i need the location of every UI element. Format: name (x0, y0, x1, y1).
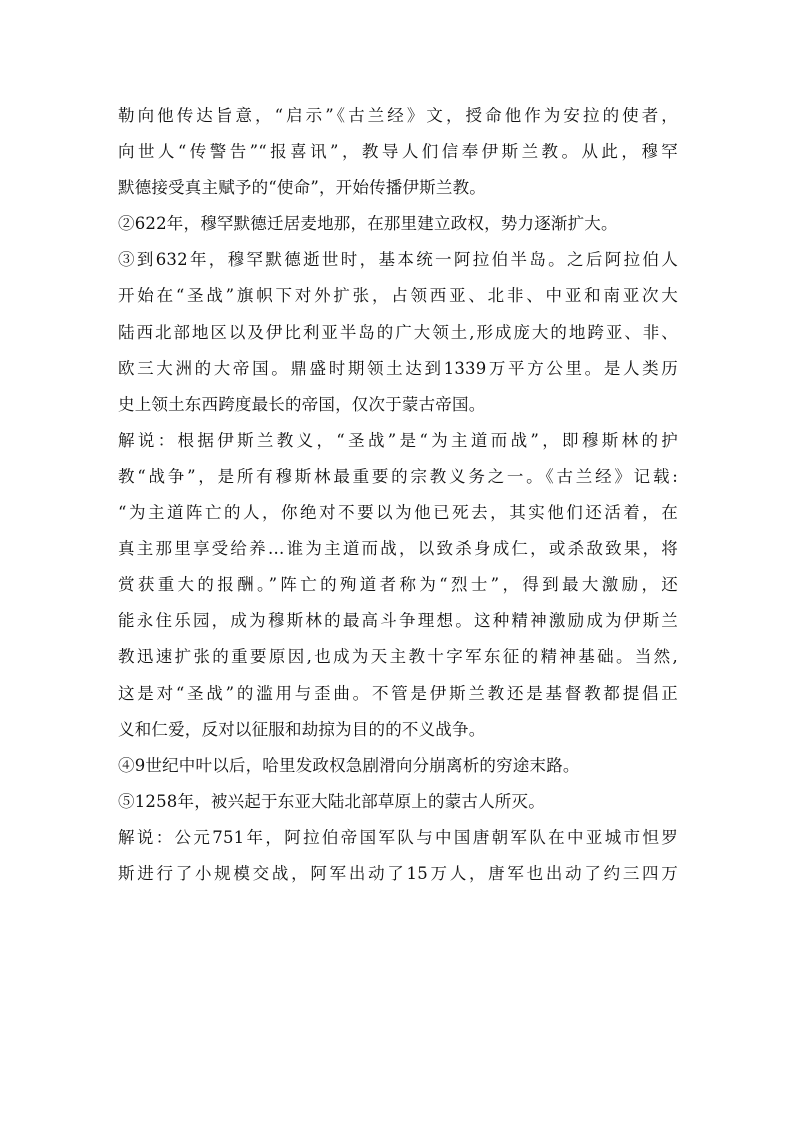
text-line: 这是对“圣战”的滥用与歪曲。不管是伊斯兰教还是基督教都提倡正 (118, 683, 678, 703)
text-line: 向世人“传警告”“报喜讯”，教导人们信奉伊斯兰教。从此，穆罕 (118, 142, 678, 162)
paragraph-item-3 (118, 242, 678, 422)
text-line: ④9世纪中叶以后，哈里发政权急剧滑向分崩离析的穷途末路。 (118, 755, 580, 775)
text-line: 史上领土东西跨度最长的帝国，仅次于蒙古帝国。 (118, 394, 486, 414)
text-line: 解说：根据伊斯兰教义，“圣战”是“为主道而战”，即穆斯林的护 (118, 430, 678, 450)
text-line: ③到632年，穆罕默德逝世时，基本统一阿拉伯半岛。之后阿拉伯人 (118, 250, 678, 270)
text-line: 默德接受真主赋予的“使命”，开始传播伊斯兰教。 (118, 178, 486, 198)
paragraph-explanation-talas (118, 820, 678, 892)
text-line: 解说：公元751年，阿拉伯帝国军队与中国唐朝军队在中亚城市怛罗 (118, 827, 678, 847)
document-body (118, 98, 678, 892)
text-line: 赏获重大的报酬。”阵亡的殉道者称为“烈士”，得到最大激励，还 (118, 575, 678, 595)
text-line: 勒向他传达旨意，“启示”《古兰经》文，授命他作为安拉的使者， (118, 106, 678, 125)
text-line: “为主道阵亡的人，你绝对不要以为他已死去，其实他们还活着，在 (118, 503, 678, 523)
text-line: 斯进行了小规模交战，阿军出动了15万人，唐军也出动了约三四万 (118, 863, 678, 883)
text-line: 义和仁爱，反对以征服和劫掠为目的的不义战争。 (118, 719, 486, 739)
paragraph-continuation (118, 98, 678, 206)
text-line: 教迅速扩张的重要原因,也成为天主教十字军东征的精神基础。当然, (118, 647, 678, 667)
paragraph-item-5 (118, 784, 678, 820)
text-line: 教“战争”，是所有穆斯林最重要的宗教义务之一。《古兰经》记载: (118, 466, 678, 486)
paragraph-item-4 (118, 748, 678, 784)
text-line: ②622年，穆罕默德迁居麦地那，在那里建立政权，势力逐渐扩大。 (118, 214, 618, 234)
paragraph-item-2 (118, 206, 678, 242)
text-line: 能永住乐园，成为穆斯林的最高斗争理想。这种精神激励成为伊斯兰 (118, 611, 678, 631)
paragraph-explanation-holy-war (118, 423, 678, 748)
text-line: 开始在“圣战”旗帜下对外扩张，占领西亚、北非、中亚和南亚次大 (118, 286, 678, 306)
text-line: 真主那里享受给养…谁为主道而战，以致杀身成仁，或杀敌致果，将 (118, 539, 678, 559)
text-line: ⑤1258年，被兴起于东亚大陆北部草原上的蒙古人所灭。 (118, 791, 545, 811)
text-line: 欧三大洲的大帝国。鼎盛时期领土达到1339万平方公里。是人类历 (118, 358, 678, 378)
text-line: 陆西北部地区以及伊比利亚半岛的广大领土,形成庞大的地跨亚、非、 (118, 322, 678, 342)
